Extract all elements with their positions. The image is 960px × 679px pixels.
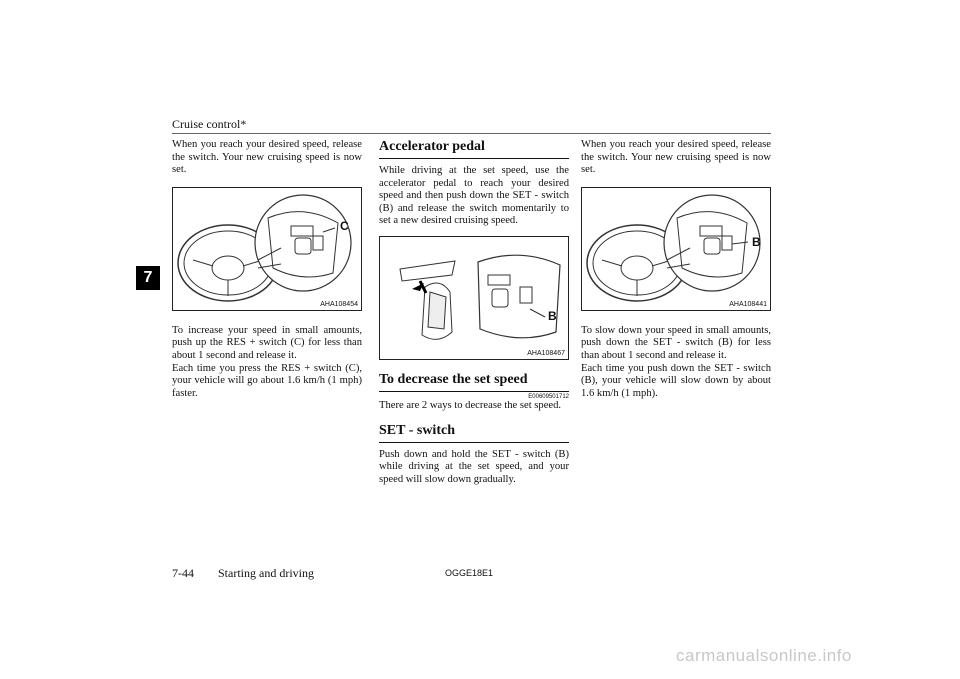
heading-set-switch: SET - switch	[379, 423, 569, 443]
col2-para3: Push down and hold the SET - switch (B) while driving at the set speed, and your speed will slow down gradually.	[379, 448, 569, 485]
header-title: Cruise control*	[172, 117, 247, 131]
col1-para1: When you reach your desired speed, release the switch. Your new cruising speed is now set.	[172, 139, 362, 176]
figure-code: AHA108454	[320, 300, 358, 308]
figure-code: AHA108441	[729, 300, 767, 308]
col3-para3: Each time you push down the SET - switch (B), your vehicle will slow down by about 1.6 km/h (1 mph).	[581, 362, 771, 399]
column-1	[172, 139, 362, 400]
footer-section-title: Starting and driving	[218, 566, 314, 580]
col3-para1: When you reach your desired speed, release the switch. Your new cruising speed is now set.	[581, 139, 771, 176]
heading-accelerator-pedal: Accelerator pedal	[379, 139, 569, 159]
col3-para2: To slow down your speed in small amounts, push down the SET - switch (B) for less than about 1 second and release it.	[581, 324, 771, 361]
col2-para2: There are 2 ways to decrease the set speed.	[379, 399, 562, 411]
footer-doc-code: OGGE18E1	[445, 568, 494, 578]
figure-code: AHA108467	[527, 349, 565, 357]
steering-wheel-illustration	[582, 188, 770, 310]
callout-b: B	[752, 234, 761, 249]
callout-b: B	[548, 308, 557, 323]
section-code: E00609501712	[528, 393, 569, 400]
heading-decrease-speed: To decrease the set speed	[379, 372, 569, 392]
chapter-tab: 7	[136, 266, 160, 290]
steering-wheel-figure-c	[172, 187, 362, 311]
callout-c: C	[340, 218, 349, 233]
column-3	[581, 139, 771, 400]
header-rule	[172, 133, 771, 134]
footer-page-number: 7-44	[172, 566, 194, 580]
steering-wheel-illustration	[173, 188, 361, 310]
col1-para2: To increase your speed in small amounts, push up the RES + switch (C) for less than about 1 second and release it.	[172, 324, 362, 361]
watermark: carmanualsonline.info	[676, 646, 852, 665]
pedal-switch-illustration	[380, 237, 568, 359]
col1-para3: Each time you press the RES + switch (C), your vehicle will go about 1.6 km/h (1 mph) faster.	[172, 362, 362, 399]
column-2	[379, 139, 569, 486]
col2-para1: While driving at the set speed, use the accelerator pedal to reach your desired speed and then push down the SET - switch (B) and release the switch momentarily to set a new desired cruising speed.	[379, 165, 569, 227]
pedal-switch-figure-b	[379, 236, 569, 360]
steering-wheel-figure-b	[581, 187, 771, 311]
